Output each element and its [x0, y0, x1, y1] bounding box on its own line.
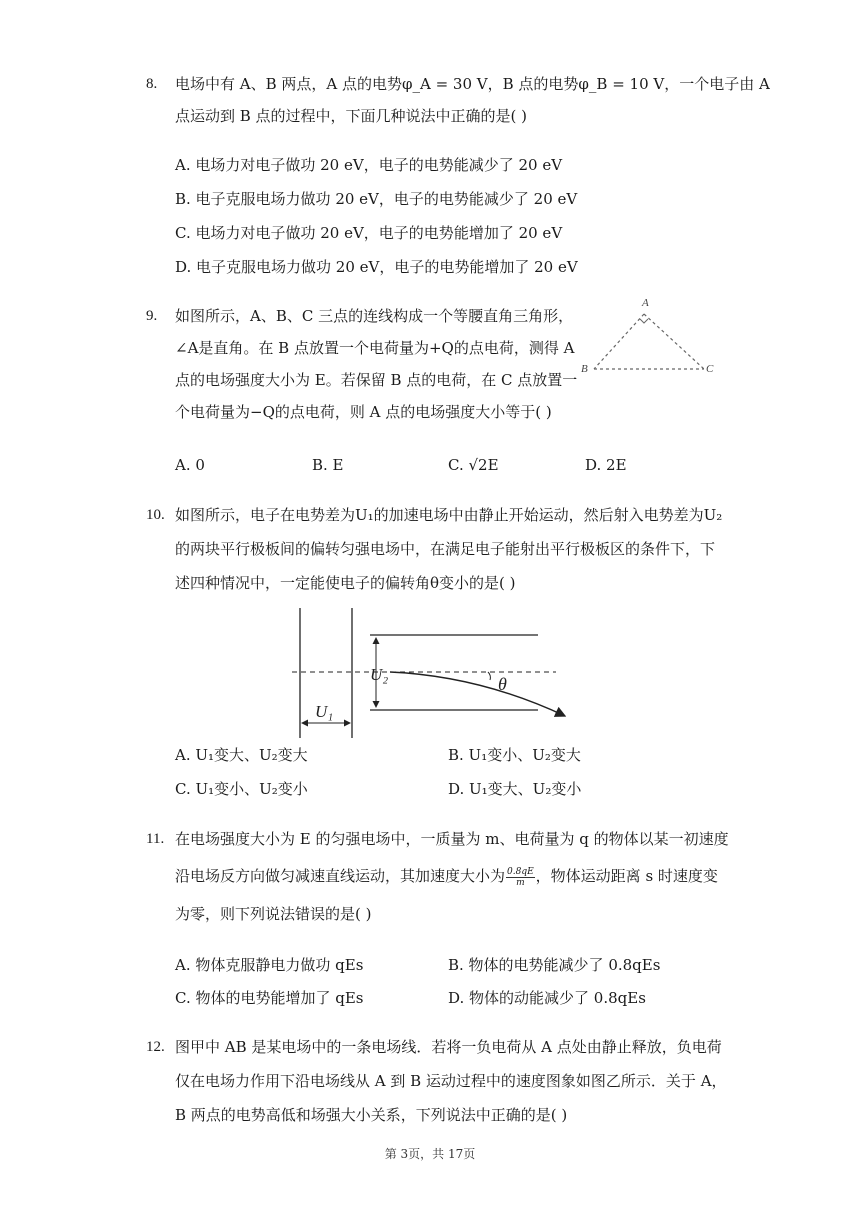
q8-stem-line1: 电场中有 A、B 两点，A 点的电势φ_A = 30 V，B 点的电势φ_B = 10 V，一个电子由 A	[175, 75, 770, 93]
q8-option-b: B. 电子克服电场力做功 20 eV，电子的电势能减少了 20 eV	[175, 190, 578, 208]
page-footer: 第 3页，共 17页	[384, 1147, 476, 1161]
q12-stem-line3: B 两点的电势高低和场强大小关系，下列说法中正确的是( )	[175, 1106, 568, 1124]
q10-option-c: C. U₁变小、U₂变小	[175, 780, 308, 798]
q11-option-c: C. 物体的电势能增加了 qEs	[175, 989, 364, 1007]
q10-label-theta: θ	[498, 674, 507, 694]
q8-option-c: C. 电场力对电子做功 20 eV，电子的电势能增加了 20 eV	[175, 224, 563, 242]
q8-stem-line2: 点运动到 B 点的过程中，下面几种说法中正确的是( )	[175, 107, 528, 125]
q12-stem-line2: 仅在电场力作用下沿电场线从 A 到 B 运动过程中的速度图象如图乙所示．关于 A，	[175, 1072, 727, 1090]
q9-option-d: D. 2E	[585, 456, 627, 474]
q11-stem-line3: 为零，则下列说法错误的是( )	[175, 905, 372, 923]
q8-option-a: A. 电场力对电子做功 20 eV，电子的电势能减少了 20 eV	[175, 156, 563, 174]
q10-stem-line3: 述四种情况中，一定能使电子的偏转角θ变小的是( )	[175, 574, 516, 592]
q9-option-c: C. √2E	[448, 456, 499, 474]
q11-fraction-denominator: m	[516, 877, 525, 888]
q10-option-d: D. U₁变大、U₂变小	[448, 780, 582, 798]
q10-deflection-figure	[290, 604, 580, 744]
q10-stem-line1: 如图所示，电子在电势差为U₁的加速电场中由静止开始运动，然后射入电势差为U₂	[175, 506, 723, 524]
q10-label-u1: U₁	[315, 702, 334, 721]
q11-stem-line1: 在电场强度大小为 E 的匀强电场中，一质量为 m、电荷量为 q 的物体以某一初速度	[175, 830, 729, 848]
q9-label-b: B	[581, 363, 588, 375]
q10-option-a: A. U₁变大、U₂变大	[175, 746, 308, 764]
q9-stem-line3: 点的电场强度大小为 E。若保留 B 点的电荷，在 C 点放置一	[175, 371, 578, 389]
q8-number: 8.	[146, 76, 158, 92]
q10-label-u2: U₂	[370, 665, 389, 684]
q9-label-c: C	[706, 363, 714, 375]
q11-acceleration-fraction	[506, 867, 535, 888]
q11-option-d: D. 物体的动能减少了 0.8qEs	[448, 989, 646, 1007]
q9-number: 9.	[146, 308, 158, 324]
q10-option-b: B. U₁变小、U₂变大	[448, 746, 581, 764]
q10-stem-line2: 的两块平行极板间的偏转匀强电场中，在满足电子能射出平行极板区的条件下，下	[175, 540, 716, 558]
q11-option-a: A. 物体克服静电力做功 qEs	[175, 956, 364, 974]
q9-option-b: B. E	[312, 456, 344, 474]
q9-stem-line1: 如图所示，A、B、C 三点的连线构成一个等腰直角三角形，	[175, 307, 574, 325]
q11-fraction-numerator: 0.8qE	[507, 866, 534, 877]
q9-stem-line4: 个电荷量为−Q的点电荷，则 A 点的电场强度大小等于( )	[175, 403, 552, 421]
q11-stem-line2	[175, 865, 718, 888]
q8-option-d: D. 电子克服电场力做功 20 eV，电子的电势能增加了 20 eV	[175, 258, 578, 276]
q12-stem-line1: 图甲中 AB 是某电场中的一条电场线．若将一负电荷从 A 点处由静止释放，负电荷	[175, 1038, 722, 1056]
q11-option-b: B. 物体的电势能减少了 0.8qEs	[448, 956, 661, 974]
q10-number: 10.	[146, 507, 165, 523]
q9-triangle-figure	[578, 292, 723, 382]
q11-number: 11.	[146, 831, 165, 847]
q11-stem-line2-end: ，物体运动距离 s 时速度变	[535, 867, 718, 885]
q11-stem-line2-start: 沿电场反方向做匀减速直线运动，其加速度大小为	[175, 867, 506, 885]
q12-number: 12.	[146, 1039, 165, 1055]
q9-label-a: A	[642, 297, 649, 309]
q9-option-a: A. 0	[175, 456, 205, 474]
q9-stem-line2: ∠A是直角。在 B 点放置一个电荷量为+Q的点电荷，测得 A	[175, 339, 575, 357]
